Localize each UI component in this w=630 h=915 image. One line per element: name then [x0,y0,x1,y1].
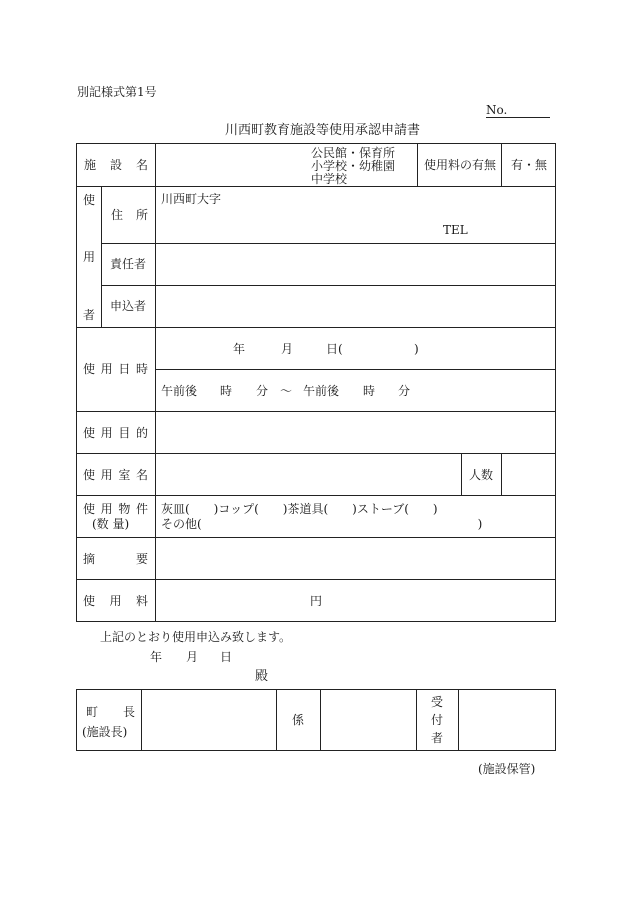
staff-label: 係 [292,713,305,727]
time-min-start: 分 [256,384,269,398]
people-label: 人数 [469,468,494,482]
datetime-label: 使 用 日 時 [83,362,148,376]
footer-year: 年 [150,650,163,664]
user-label-char: 者 [82,308,95,322]
address-label: 住 所 [111,208,148,222]
facility-option: 小学校・幼稚園 [311,159,396,173]
date-year: 年 [233,342,246,356]
facility-option: 公民館・保育所 [311,146,396,160]
declaration: 上記のとおり使用申込み致します。 [100,630,292,644]
form-title: 川西町教育施設等使用承認申請書 [225,123,421,138]
user-label-char: 使 [82,193,95,207]
footer-month: 月 [186,650,199,664]
fee-label: 使 用 料 [83,594,148,608]
time-ampm-end: 午前後 [303,384,340,398]
no-label: No. [486,103,508,117]
address-value: 川西町大字 [161,192,222,206]
form-number: 別記様式第1号 [77,85,157,99]
facility-label: 施 設 名 [84,158,148,172]
applicant-label: 申込者 [110,299,147,313]
purpose-label: 使 用 目 的 [83,426,148,440]
fee-presence-value: 有・無 [511,158,548,172]
responsible-label: 責任者 [110,257,147,271]
time-hour-start: 時 [220,384,233,398]
items-quantity-label: (数 量) [92,517,130,531]
facility-option: 中学校 [311,172,348,186]
items-line: 灰皿( )コップ( )茶道具( )ストーブ( ) [161,502,438,516]
date-close: ) [414,342,419,356]
fee-unit: 円 [310,594,323,608]
items-line: その他( ) [161,517,483,531]
reception-label-char: 付 [430,713,443,727]
time-min-end: 分 [398,384,411,398]
date-day: 日( [326,342,343,356]
reception-label-char: 受 [430,695,443,709]
time-ampm-start: 午前後 [161,384,198,398]
mayor-sublabel: (施設長) [82,725,128,739]
date-month: 月 [281,342,294,356]
storage-note: (施設保管) [478,762,536,776]
user-label-char: 用 [82,250,95,264]
addressee: 殿 [255,669,269,684]
fee-presence-label: 使用料の有無 [424,158,497,172]
mayor-label: 町 長 [86,705,135,719]
time-hour-end: 時 [363,384,376,398]
tel-label: TEL [443,223,468,237]
room-label: 使 用 室 名 [83,468,148,482]
time-tilde: ～ [280,384,293,398]
reception-label-char: 者 [430,731,443,745]
no-underline [486,117,550,118]
footer-day: 日 [220,650,233,664]
summary-label: 摘 要 [83,552,148,566]
items-label: 使 用 物 件 [83,502,148,516]
